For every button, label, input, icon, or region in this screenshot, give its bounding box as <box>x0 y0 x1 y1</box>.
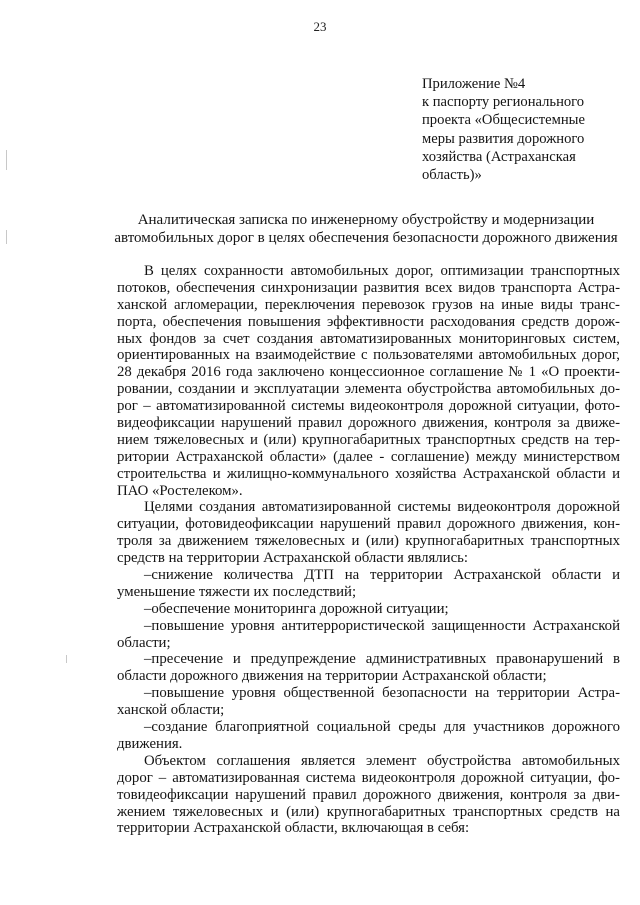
page-number: 23 <box>313 19 327 34</box>
list-item: –повышение уровня общественной безопасности на территории Астра- <box>144 685 620 702</box>
list-item: –снижение количества ДТП на территории Астраханской области и <box>144 567 620 584</box>
body-text <box>117 263 620 837</box>
body-line: ханской агломерации, переключения перевозок грузов на иные виды транс- <box>117 296 620 313</box>
body-line: дорог – автоматизированная система видеоконтроля дорожной ситуации, фо- <box>117 769 620 786</box>
appendix-header <box>422 75 632 184</box>
appendix-line: хозяйства (Астраханская <box>422 148 576 165</box>
body-line: ритории Астраханской области» (далее - соглашение) между министерством <box>117 448 620 465</box>
body-line: нием тяжеловесных и (или) крупногабаритных транспортных средств на тер- <box>117 431 620 448</box>
margin-scan-mark <box>66 655 67 663</box>
body-line: Целями создания автоматизированной системы видеоконтроля дорожной <box>144 499 620 516</box>
appendix-line: проекта «Общесистемные <box>422 112 585 129</box>
list-item: –повышение уровня антитеррористической защищенности Астраханской <box>144 617 620 634</box>
margin-scan-mark <box>6 150 7 170</box>
body-line: области; <box>117 634 171 651</box>
body-line: ПАО «Ростелеком». <box>117 482 243 499</box>
list-item: –создание благоприятной социальной среды для участников дорожного <box>144 719 620 736</box>
body-line: ориентированных на взаимодействие с пользователями автомобильных дорог, <box>117 347 620 364</box>
body-line: видеофиксации нарушений правил дорожного движения, контроля за движе- <box>117 415 620 432</box>
document-title <box>112 211 620 247</box>
body-line: потоков, обеспечения синхронизации развития всех видов транспорта Астра- <box>117 279 620 296</box>
appendix-line: к паспорту регионального <box>422 94 585 111</box>
body-line: Объектом соглашения является элемент обустройства автомобильных <box>144 752 620 769</box>
body-line: троля за движением тяжеловесных и (или) крупногабаритных транспортных <box>117 533 620 550</box>
appendix-line: меры развития дорожного <box>422 130 585 147</box>
body-line: В целях сохранности автомобильных дорог, оптимизации транспортных <box>144 263 620 279</box>
list-item: –пресечение и предупреждение административных правонарушений в <box>144 651 620 668</box>
body-line: уменьшение тяжести их последствий; <box>117 583 357 600</box>
margin-scan-mark <box>6 230 7 244</box>
appendix-line: область)» <box>422 167 482 184</box>
body-line: порта, обеспечения повышения эффективности расходования средств дорож- <box>117 313 620 330</box>
body-line: товидеофиксации нарушений правил дорожного движения, контроля за дви- <box>117 786 620 803</box>
body-line: ровании, создании и эксплуатации элемента обустройства автомобильных до- <box>117 381 620 398</box>
body-line: жением тяжеловесных и (или) крупногабаритных транспортных средств на <box>117 803 620 820</box>
body-line: 28 декабря 2016 года заключено концессионное соглашение № 1 «О проекти- <box>117 364 620 381</box>
list-item: –обеспечение мониторинга дорожной ситуации; <box>144 600 449 617</box>
body-line: движения. <box>117 735 183 752</box>
title-line: Аналитическая записка по инженерному обустройству и модернизации <box>137 212 595 228</box>
body-line: ханской области; <box>117 702 225 719</box>
appendix-line: Приложение №4 <box>422 76 526 92</box>
body-line: ных фондов за счет создания автоматизированных мониторинговых систем, <box>117 330 620 347</box>
body-line: строительства и жилищно-коммунального хозяйства Астраханской области и <box>117 465 620 482</box>
body-line: территории Астраханской области, включающая в себя: <box>117 820 470 837</box>
body-line: ситуации, фотовидеофиксации нарушений правил дорожного движения, кон- <box>117 516 620 533</box>
body-line: средств на территории Астраханской области являлись: <box>117 550 469 567</box>
body-line: рог – автоматизированной системы видеоконтроля дорожной ситуации, фото- <box>117 398 620 415</box>
body-line: области дорожного движения на территории Астраханской области; <box>117 668 547 685</box>
title-line: автомобильных дорог в целях обеспечения безопасности дорожного движения <box>114 230 618 246</box>
